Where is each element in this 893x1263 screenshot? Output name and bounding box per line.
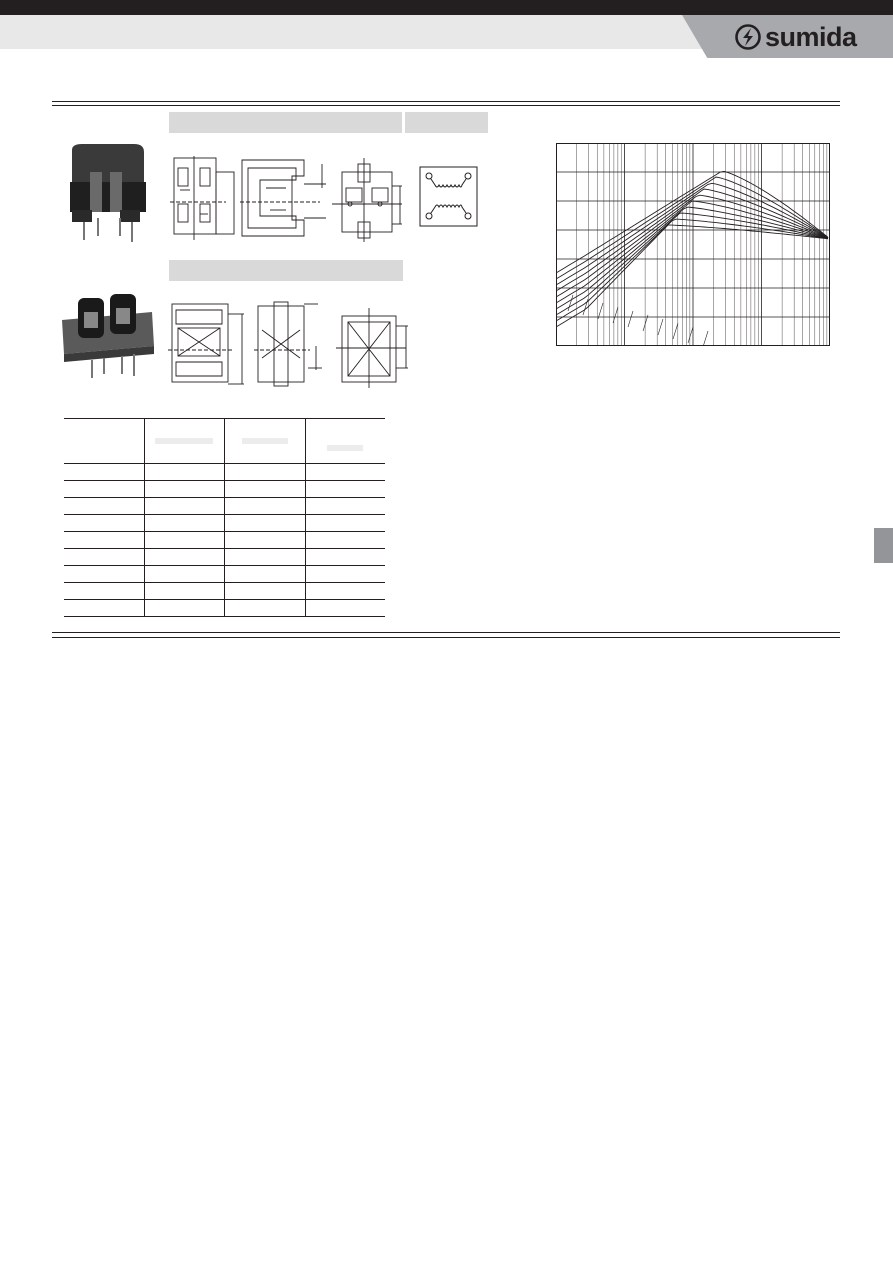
table-cell	[64, 549, 144, 566]
horizontal-front-view-drawing	[168, 300, 248, 392]
section-top-rule-thin	[52, 105, 840, 106]
table-row	[64, 464, 385, 481]
table-row	[64, 566, 385, 583]
table-cell	[144, 549, 225, 566]
table-cell	[225, 532, 305, 549]
table-cell	[305, 481, 385, 498]
table-cell	[144, 481, 225, 498]
chart-series-line	[556, 177, 828, 279]
table-cell	[64, 583, 144, 600]
chart-series-leader	[568, 295, 573, 311]
vertical-bottom-view-drawing	[332, 158, 408, 242]
table-cell	[305, 549, 385, 566]
horizontal-side-view-drawing	[254, 298, 324, 392]
table-row	[64, 532, 385, 549]
chart-series-line	[556, 189, 828, 291]
chart-series-leader	[703, 331, 708, 346]
brand-name: sumida	[765, 21, 857, 52]
table-cell	[64, 481, 144, 498]
chart-series-leader	[688, 327, 693, 343]
impedance-frequency-chart	[556, 143, 830, 346]
chart-series-leader	[598, 303, 603, 319]
table-cell	[225, 515, 305, 532]
table-cell	[64, 498, 144, 515]
table-cell	[144, 515, 225, 532]
table-cell	[144, 532, 225, 549]
common-mode-choke-schematic-icon	[419, 166, 479, 228]
table-row	[64, 549, 385, 566]
table-cell	[64, 532, 144, 549]
schematic-section-bar	[405, 112, 488, 133]
table-cell	[305, 566, 385, 583]
section-top-rule	[52, 101, 840, 102]
table-row	[64, 515, 385, 532]
chart-series-leader	[643, 315, 648, 331]
table-cell	[225, 464, 305, 481]
table-cell	[144, 583, 225, 600]
dimension-section-bar	[169, 112, 402, 133]
table-cell	[305, 515, 385, 532]
product-photo-vertical	[62, 142, 152, 244]
table-cell	[305, 498, 385, 515]
section-bottom-rule-thin	[52, 637, 840, 638]
sumida-logo-icon	[734, 23, 762, 51]
chart-series-line	[556, 207, 828, 309]
table-cell	[225, 481, 305, 498]
table-header-part-no	[64, 419, 144, 464]
table-cell	[225, 498, 305, 515]
spec-table	[64, 418, 385, 617]
chart-grid	[556, 143, 830, 346]
table-row	[64, 583, 385, 600]
table-header-dcr	[225, 419, 305, 464]
table-header-inductance	[144, 419, 225, 464]
top-bar	[0, 0, 893, 15]
chart-series-leader	[658, 319, 663, 335]
table-cell	[64, 566, 144, 583]
horizontal-bottom-view-drawing	[336, 306, 412, 390]
chart-series-line	[556, 171, 828, 273]
product-photo-horizontal	[58, 290, 158, 380]
table-cell	[225, 583, 305, 600]
table-row	[64, 481, 385, 498]
brand-logo	[734, 21, 864, 53]
chart-series-line	[556, 213, 828, 315]
vertical-front-view-drawing	[170, 152, 240, 242]
table-header-rated-current	[305, 419, 385, 464]
table-cell	[305, 600, 385, 617]
section-index-tab[interactable]	[874, 528, 893, 563]
table-cell	[225, 566, 305, 583]
table-cell	[64, 464, 144, 481]
dimension-section-bar-2	[169, 260, 403, 281]
section-bottom-rule	[52, 632, 840, 633]
table-cell	[305, 532, 385, 549]
table-cell	[305, 583, 385, 600]
table-cell	[144, 566, 225, 583]
table-cell	[64, 515, 144, 532]
vertical-side-view-drawing	[240, 158, 332, 240]
spec-table-header-row	[64, 419, 385, 464]
table-cell	[225, 600, 305, 617]
table-row	[64, 600, 385, 617]
table-row	[64, 498, 385, 515]
table-cell	[144, 600, 225, 617]
table-cell	[64, 600, 144, 617]
table-cell	[225, 549, 305, 566]
chart-series-leader	[628, 311, 633, 327]
table-cell	[144, 464, 225, 481]
table-cell	[305, 464, 385, 481]
table-cell	[144, 498, 225, 515]
chart-series-leader	[673, 323, 678, 339]
